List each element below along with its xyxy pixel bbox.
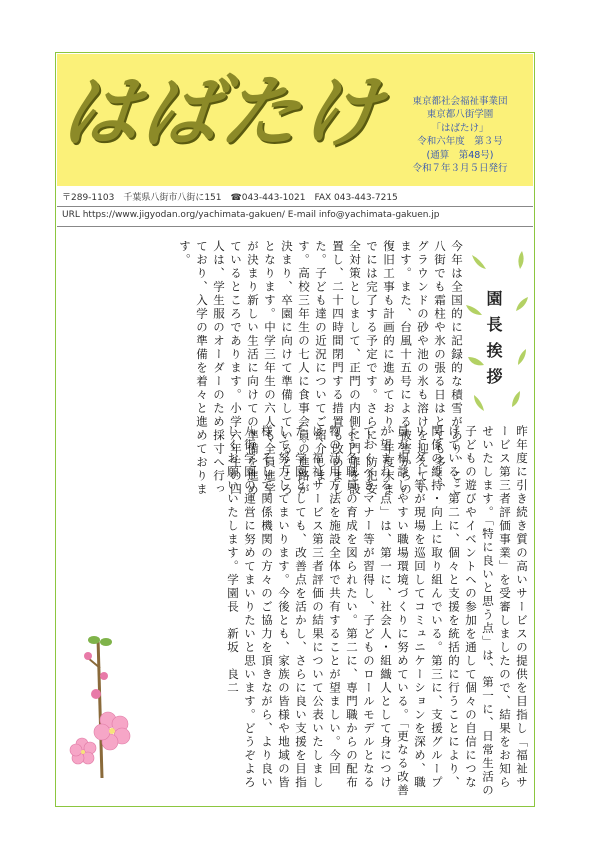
newsletter-title: はばたけ bbox=[55, 67, 389, 158]
publisher-line: 令和六年度 第３号 bbox=[417, 136, 503, 148]
publisher-line: 東京都八街学園 bbox=[426, 109, 494, 121]
publisher-block bbox=[395, 95, 525, 175]
publisher-line: 令和７年３月５日発行 bbox=[412, 163, 508, 175]
divider bbox=[57, 206, 533, 207]
publisher-line: 東京都社会福祉事業団 bbox=[412, 96, 508, 107]
divider bbox=[57, 226, 533, 227]
plum-blossom-icon bbox=[68, 628, 140, 778]
section-title: 園長挨拶 bbox=[484, 290, 503, 394]
publisher-line: 「はばたけ」 bbox=[431, 122, 489, 134]
address-line: 〒289-1103 千葉県八街市八街に151 ☎043-443-1021 FAX 043-443-7215 bbox=[62, 193, 398, 203]
article-text-top: 今年は全国的に記録的な積雪があり、ここ八街でも霜柱や氷の張る日はとても多く、グラウンドの砂や池の氷も溶けを迎えています。また、台風十五号による被害からの復旧工事も計画的に進めており、年度末までには完了する予定です。さらに、防犯安全対策としまして、正門の内側に門扉を設置し、二十四時間閉門する措置も改めました。子ども達の近況についてご紹介します。高校三年生の七人に食事会員の進路が決まり、卒園に向けて準備しているところとなります。中学三年生の六人も全員進学が決まり新しい生活に向けての準備を進めているところであります。小学六年生の四人は、学生服のオーダーのため採寸へ行っており、入学の準備を着々と進めております。 bbox=[178, 240, 464, 497]
url-email-line[interactable]: URL https://www.jigyodan.org/yachimata-gakuen/ E-mail info@yachimata-gakuen.jp bbox=[62, 210, 440, 220]
article-text-bottom: 昨年度に引き続き質の高いサービスの提供を目指し「福祉サービス第三者評価事業」を受審しましたので、結果をお知らせいたします。「特に良いと思う点」は、第一に、日常生活の子どもの遊びやイベントへの参加を通して個々の自信につなげている。第二に、個々と支援を統括的に行うことにより、関係の維持・向上に取り組んでいる。第三に、支援グループリーダー等が現場を巡回してコミュニケーションを深め、職員が相談しやすい職場環境づくりに努めている。「更なる改善が望まれる点」は、第一に、社会人・組織人として身につけておくべきマナー等が習得し、子どものロールモデルとなるよう各職員の育成を図られたい。第二に、専門職からの配布物の活用方法を施設全体で共有することが望ましい。今回は、福祉サービス第三者評価の結果について公表いたしました。学園としても、改善点を活かし、さらに良い支援を目指して努力してまいります。今後とも、家族の皆様や地域の皆様、そして関係機関の方々のご協力を頂きながら、より良い八街学園の運営に努めてまいりたいと思います。どうぞよろしくお願いいたします。学園長 新坂 良二 bbox=[226, 425, 529, 798]
publisher-line: (通算 第48号) bbox=[426, 149, 494, 161]
